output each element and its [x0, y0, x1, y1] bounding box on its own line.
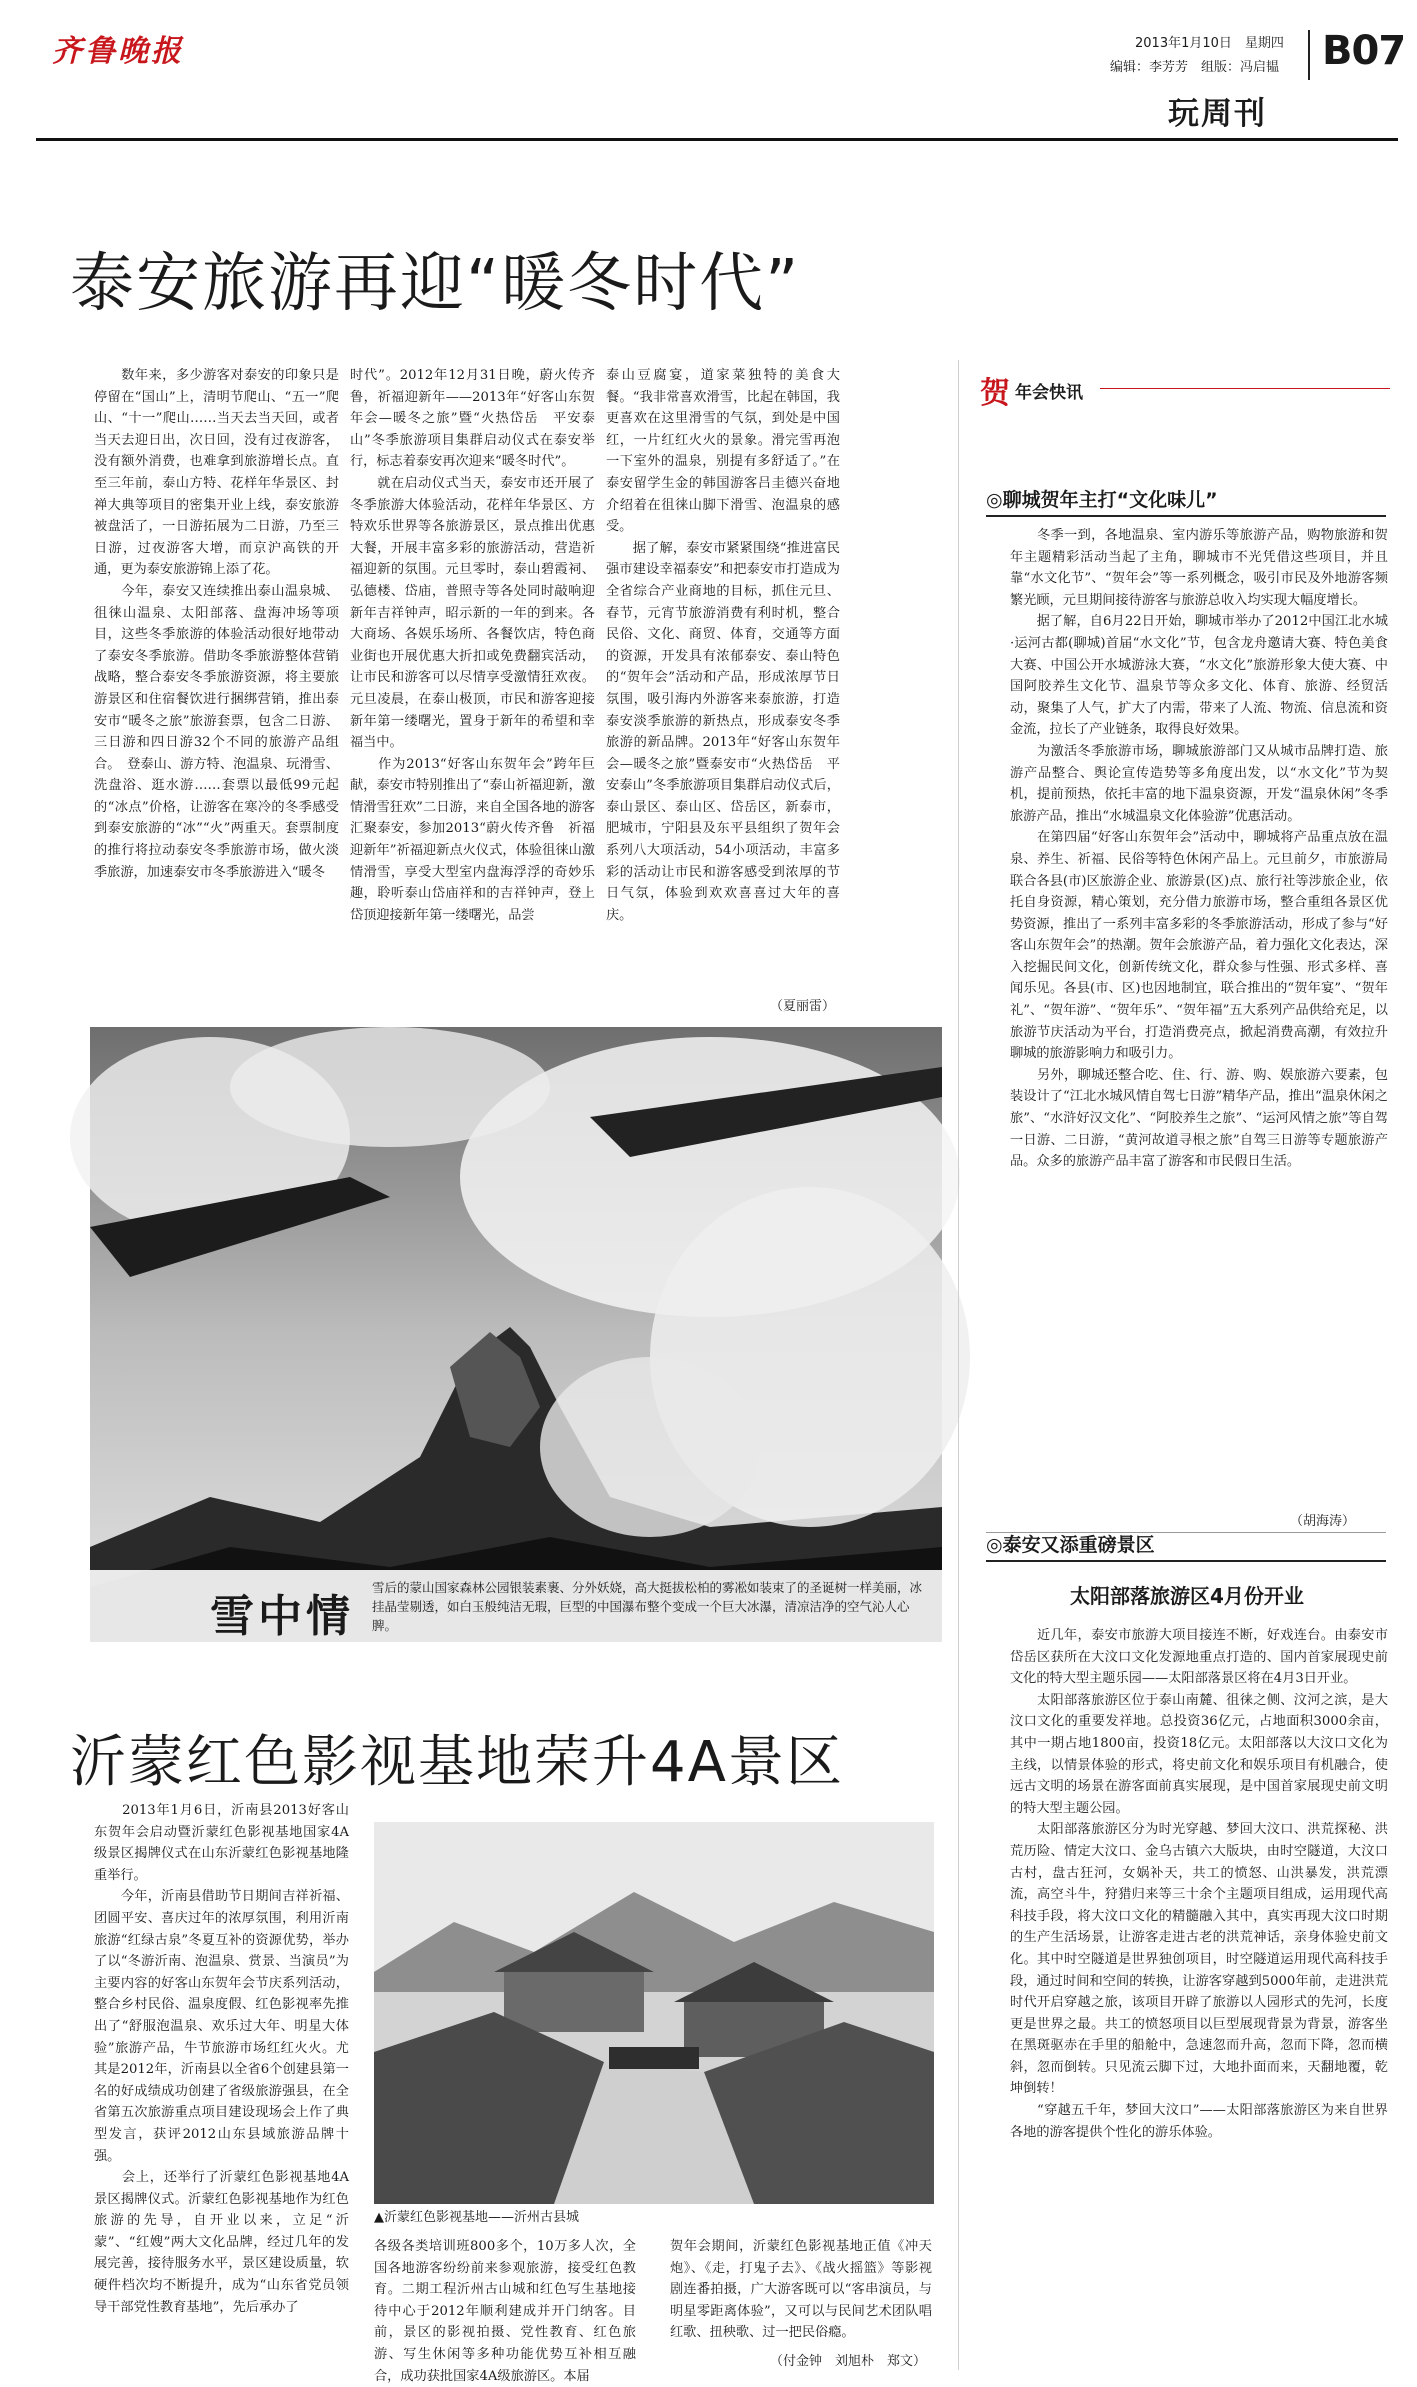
page-divider-vertical [1308, 30, 1310, 80]
main-story-column-1: 数年来，多少游客对泰安的印象只是停留在“国山”上，清明节爬山、“五一”爬山、“十一”爬山……当天去当天回，或者当天去迎日出，次日回，没有过夜游客，没有额外消费，也难拿到旅游增长点。直至三年前，泰山方特、花样年华景区、封禅大典等项目的密集开业上线，泰安旅游被盘活了，一日游拓展为二日游，乃至三日游，过夜游客大增，而京沪高铁的开通，更为泰安旅游锦上添了花。 今年，泰安又连续推出泰山温泉城、徂徕山温泉、太阳部落、盘海冲场等项目，这些冬季旅游的体验活动很好地带动了泰安冬季旅游。借助冬季旅游整体营销战略，整合泰安冬季旅游资源，将主要旅游景区和住宿餐饮进行捆绑营销，推出泰安市“暖冬之旅”旅游套票，包含二日游、三日游和四日游32个不同的旅游产品组合。 登泰山、游方特、泡温泉、玩滑雪、洗盘浴、逛水游……套票以最低99元起的“冰点”价格，让游客在寒冷的冬季感受到泰安旅游的“冰”“火”两重天。套票制度的推行将拉动泰安冬季旅游市场，做火淡季旅游，加速泰安市冬季旅游进入“暖冬 [94, 368, 339, 880]
second-story-byline: （付金钟 刘旭朴 郑文） [770, 2354, 927, 2369]
sidebar-story-2-rule [986, 1560, 1386, 1562]
main-story-byline: （夏丽雷） [770, 999, 836, 1014]
film-base-photo [374, 1822, 934, 2204]
second-story-bottom-column-2: 各级各类培训班800多个，10万多人次，全国各地游客纷纷前来参观旅游，接受红色教育。二期工程沂州古山城和红色写生基地接待中心于2012年顺利建成并开门纳客。目前，景区的影视拍摄、党性教育、红色旅游、写生休闲等多种功能优势互补相互融合，成功获批国家4A级旅游区。本届 [374, 2239, 636, 2384]
sidebar-banner-char: 贺 [980, 376, 1010, 411]
snow-photo-illustration [90, 1027, 942, 1642]
main-story-column-2: 时代”。2012年12月31日晚，蔚火传齐鲁，祈福迎新年——2013年“好客山东贺年会—暖冬之旅”暨“火热岱岳 平安泰山”冬季旅游项目集群启动仪式在泰安举行，标志着泰安再次迎来“暖冬时代”。 就在启动仪式当天，泰安市还开展了冬季旅游大体验活动，花样年华景区、方特欢乐世界等各旅游景区，景点推出优惠大餐，开展丰富多彩的旅游活动，营造祈福迎新的氛围。元旦零时，泰山碧霞祠、弘德楼、岱庙，普照寺等各处同时敲响迎新年吉祥钟声，昭示新的一年的到来。各大商场、各娱乐场所、各餐饮店，特色商业街也开展优惠大折扣或免费翻宾活动，让市民和游客可以尽情享受激情狂欢夜。元旦凌晨，在泰山极顶，市民和游客迎接新年第一缕曙光，置身于新年的希望和幸福当中。 作为2013“好客山东贺年会”跨年巨献，泰安市特别推出了“泰山祈福迎新，激情滑雪狂欢”二日游，来自全国各地的游客汇聚泰安，参加2013“蔚火传齐鲁 祈福迎新年”祈福迎新点火仪式，体验徂徕山激情滑雪，享受大型室内盘海浮浮的奇妙乐趣，聆听泰山岱庙祥和的吉祥钟声，登上岱顶迎接新年第一缕曙光，品尝 [350, 368, 595, 923]
masthead-date: 2013年1月10日 星期四 [1135, 36, 1284, 51]
sidebar-story-1-body: 冬季一到，各地温泉、室内游乐等旅游产品，购物旅游和贺年主题精彩活动当起了主角，聊城市不光凭借这些项目，并且靠“水文化节”、“贺年会”等一系列概念，吸引市民及外地游客频繁光顾，元旦期间接待游客与旅游总收入均实现大幅度增长。 据了解，自6月22日开始，聊城市举办了2012中国江北水城·运河古都(聊城)首届“水文化”节，包含龙舟邀请大赛、特色美食大赛、中国公开水城游泳大赛，“水文化”旅游形象大使大赛、中国阿胶养生文化节、温泉节等众多文化、体育、旅游、经贸活动，聚集了人气，扩大了内需，带来了人流、物流、信息流和资金流，拉长了产业链条，取得良好效果。 为激活冬季旅游市场，聊城旅游部门又从城市品牌打造、旅游产品整合、舆论宣传造势等多角度出发，以“水文化”节为契机，提前预热，依托丰富的地下温泉资源，开发“温泉休闲”冬季旅游产品，推出“水城温泉文化体验游”优惠活动。 在第四届“好客山东贺年会”活动中，聊城将产品重点放在温泉、养生、祈福、民俗等特色休闲产品上。元旦前夕，市旅游局联合各县(市)区旅游企业、旅游景(区)点、旅行社等涉旅企业，依托自身资源，精心策划，充分借力旅游市场，整合重组各景区优势资源，推出了一系列丰富多彩的冬季旅游活动，形成了参与“好客山东贺年会”的热潮。贺年会旅游产品，着力强化文化表达，深入挖掘民间文化，创新传统文化，群众参与性强、形式多样、喜闻乐见。各县(市、区)也因地制宜，联合推出的“贺年宴”、“贺年礼”、“贺年游”、“贺年乐”、“贺年福”五大系列产品供给充足，以旅游节庆活动为平台，打造消费亮点，掀起消费高潮，有效拉升聊城的旅游影响力和吸引力。 另外，聊城还整合吃、住、行、游、购、娱旅游六要素，包装设计了“江北水城风情自驾七日游”精华产品，推出“温泉休闲之旅”、“水浒好汉文化”、“阿胶养生之旅”、“运河风情之旅”等自驾一日游、二日游，“黄河故道寻根之旅”自驾三日游等专题旅游产品。众多的旅游产品丰富了游客和市民假日生活。 [1010, 528, 1388, 1170]
snow-photo-title: 雪中情 [210, 1591, 354, 1642]
film-base-illustration [374, 1822, 934, 2204]
sidebar-story-1-headline: ◎聊城贺年主打“文化味儿” [986, 489, 1218, 511]
second-story-left-column: 2013年1月6日，沂南县2013好客山东贺年会启动暨沂蒙红色影视基地国家4A级景区揭牌仪式在山东沂蒙红色影视基地隆重举行。 今年，沂南县借助节日期间吉祥祈福、团圆平安、喜庆过年的浓厚氛围，利用沂南旅游“红绿古泉”冬夏互补的资源优势，举办了以“冬游沂南、泡温泉、赏景、当演员”为主要内容的好客山东贺年会节庆系列活动，整合乡村民俗、温泉度假、红色影视率先推出了“舒服泡温泉、欢乐过大年、明星大体验”旅游产品，牛节旅游市场红红火火。尤其是2012年，沂南县以全省6个创建县第一名的好成绩成功创建了省级旅游强县，在全省第五次旅游重点项目建设现场会上作了典型发言，获评2012山东县域旅游品牌十强。 会上，还举行了沂蒙红色影视基地4A景区揭牌仪式。沂蒙红色影视基地作为红色旅游的先导，自开业以来，立足“沂蒙”、“红嫂”两大文化品牌，经过几年的发展完善，接待服务水平，景区建设质量，软硬件档次均不断提升，成为“山东省党员领导干部党性教育基地”，先后承办了 [94, 1803, 349, 2315]
film-base-photo-caption: ▲沂蒙红色影视基地——沂州古县城 [374, 2210, 579, 2225]
newspaper-logo: 齐鲁晚报 [52, 34, 184, 69]
section-title: 玩周刊 [1168, 96, 1267, 132]
sidebar-story-1-byline: （胡海涛） [1290, 1514, 1356, 1529]
sidebar-story-2-body: 近几年，泰安市旅游大项目接连不断，好戏连台。由泰安市岱岳区获所在大汶口文化发源地重点打造的、国内首家展现史前文化的特大型主题乐园——太阳部落景区将在4月3日开业。 太阳部落旅游区位于泰山南麓、徂徕之侧、汶河之滨，是大汶口文化的重要发祥地。总投资36亿元，占地面积3000余亩，其中一期占地1800亩，投资18亿元。太阳部落以大汶口文化为主线，以情景体验的形式，将史前文化和娱乐项目有机融合，使远古文明的场景在游客面前真实展现，是中国首家展现史前文明的特大型主题公园。 太阳部落旅游区分为时光穿越、梦回大汶口、洪荒探秘、洪荒历险、情定大汶口、金乌古镇六大版块，由时空隧道，大汶口古村，盘古狂河，女娲补天，共工的愤怒、山洪暴发，洪荒漂流，高空斗牛，狩猎归来等三十余个主题项目组成，运用现代高科技手段，将大汶口文化的精髓融入其中，真实再现大汶口时期的生产生活场景，让游客走进古老的洪荒神话，亲身体验史前文化。其中时空隧道是世界独创项目，时空隧道运用现代高科技手段，通过时间和空间的转换，让游客穿越到5000年前，走进洪荒时代开启穿越之旅，该项目开辟了旅游以人园形式的先河，长度更是世界之最。共工的愤怒项目以巨型展现背景为背景，游客坐在黑斑驱赤在手里的船舱中，急速忽而升高，忽而下降，忽而横斜，忽而倒转。只见流云脚下过，大地扑面而来，天翻地覆，乾坤倒转！ “穿越五千年，梦回大汶口”——太阳部落旅游区为来自世界各地的游客提供个性化的游乐体验。 [1010, 1628, 1388, 2140]
main-story-column-3: 泰山豆腐宴，道家菜独特的美食大餐。“我非常喜欢滑雪，比起在韩国，我更喜欢在这里滑雪的气氛，到处是中国红，一片红红火火的景象。滑完雪再泡一下室外的温泉，别提有多舒适了。”在泰安留学生金的韩国游客吕圭德兴奋地介绍着在徂徕山脚下滑雪、泡温泉的感受。 据了解，泰安市紧紧围绕“推进富民强市建设幸福泰安”和把泰安市打造成为全省综合产业商地的目标，抓住元旦、春节，元宵节旅游消费有利时机，整合民俗、文化、商贸、体育，交通等方面的资源，开发具有浓郁泰安、泰山特色的“贺年会”活动和产品，形成浓厚节日氛围，吸引海内外游客来泰旅游，打造泰安淡季旅游的新热点，形成泰安冬季旅游的新品牌。2013年“好客山东贺年会—暖冬之旅”暨泰安市“火热岱岳 平安泰山”冬季旅游项目集群启动仪式后，泰山景区、泰山区、岱岳区，新泰市，肥城市，宁阳县及东平县组织了贺年会系列八大项活动，54小项活动，丰富多彩的活动让市民和游客感受到浓厚的节日气氛，体验到欢欢喜喜过大年的喜庆。 [606, 368, 840, 923]
sidebar-divider [958, 360, 959, 2370]
sidebar-story-2-subheadline: 太阳部落旅游区4月份开业 [1070, 1584, 1304, 1608]
sidebar-story-1-rule [986, 515, 1386, 517]
second-story-bottom-column-3: 贺年会期间，沂蒙红色影视基地正值《冲天炮》、《走，打鬼子去》、《战火摇篮》等影视剧连番拍摄，广大游客既可以“客串演员，与明星零距离体验”，又可以与民间艺术团队唱红歌、扭秧歌、过一把民俗瘾。 [670, 2239, 932, 2341]
snow-photo-caption: 雪后的蒙山国家森林公园银装素裹、分外妖娆，高大挺拔松柏的雾凇如装束了的圣诞树一样美丽，冰挂晶莹剔透，如白玉般纯洁无瑕，巨型的中国瀑布整个变成一个巨大冰瀑，清凉洁净的空气沁人心脾。 [372, 1580, 923, 1633]
sidebar-banner-rule [1100, 388, 1390, 389]
second-headline: 沂蒙红色影视基地荣升4A景区 [70, 1730, 844, 1795]
main-headline: 泰安旅游再迎“暖冬时代” [70, 247, 801, 321]
snow-photo [90, 1027, 942, 1642]
page-number: B07 [1322, 28, 1406, 74]
sidebar-banner-label: 年会快讯 [1015, 383, 1083, 403]
masthead-editors: 编辑：李芳芳 组版：冯启韫 [1110, 60, 1280, 75]
sidebar-story-2-headline: ◎泰安又添重磅景区 [986, 1534, 1155, 1556]
masthead-rule [36, 138, 1398, 141]
